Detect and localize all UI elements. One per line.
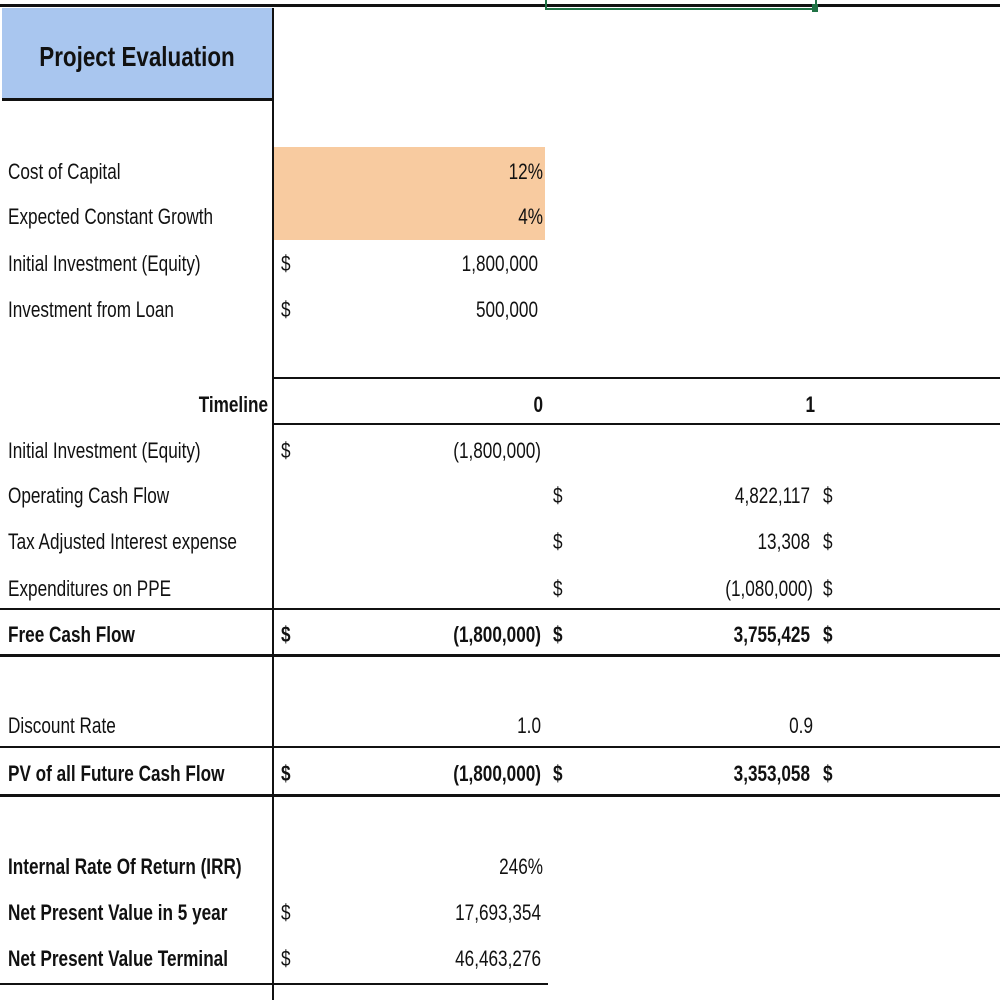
row-currency-b-interest: $ [553, 529, 563, 554]
row-label-interest[interactable]: Tax Adjusted Interest expense [8, 529, 237, 554]
input-value-growth[interactable]: 4% [518, 204, 543, 229]
fcf-currency-c: $ [823, 622, 833, 647]
pv-currency-b: $ [553, 761, 563, 786]
result-value-npv5[interactable]: 17,693,354 [455, 900, 541, 925]
row-label-ppe[interactable]: Expenditures on PPE [8, 576, 172, 601]
pv-bottom-border [0, 794, 1000, 797]
result-value-npv-terminal[interactable]: 46,463,276 [455, 946, 541, 971]
fcf-bottom-border [0, 654, 1000, 657]
fcf-label[interactable]: Free Cash Flow [8, 622, 135, 647]
row-currency-c-ppe: $ [823, 576, 833, 601]
row-currency-c-operating: $ [823, 483, 833, 508]
row-currency-a-equity: $ [281, 438, 291, 463]
row-currency-b-operating: $ [553, 483, 563, 508]
row-val1-interest[interactable]: 13,308 [757, 529, 810, 554]
fill-handle[interactable] [812, 4, 818, 12]
input-value-loan[interactable]: 500,000 [475, 297, 538, 322]
timeline-top-border [272, 377, 1000, 379]
timeline-col-0: 0 [533, 392, 543, 417]
input-label-loan[interactable]: Investment from Loan [8, 297, 174, 322]
pv-label[interactable]: PV of all Future Cash Flow [8, 761, 225, 786]
page-title: Project Evaluation [39, 41, 235, 72]
fcf-currency-a: $ [281, 622, 291, 647]
selected-cell-outline[interactable] [545, 0, 817, 10]
fcf-val0[interactable]: (1,800,000) [453, 622, 541, 647]
pv-top-border [0, 746, 1000, 748]
pv-val0[interactable]: (1,800,000) [453, 761, 541, 786]
fcf-val1[interactable]: 3,755,425 [733, 622, 810, 647]
row-val1-ppe[interactable]: (1,080,000) [725, 576, 813, 601]
timeline-col-1: 1 [805, 392, 815, 417]
discount-val1[interactable]: 0.9 [789, 713, 813, 738]
results-bottom-border [0, 983, 548, 985]
row-currency-b-ppe: $ [553, 576, 563, 601]
result-currency-npv-terminal: $ [281, 946, 291, 971]
pv-currency-a: $ [281, 761, 291, 786]
result-label-npv-terminal[interactable]: Net Present Value Terminal [8, 946, 228, 971]
input-label-growth[interactable]: Expected Constant Growth [8, 204, 214, 229]
input-currency-equity: $ [281, 251, 291, 276]
input-value-equity[interactable]: 1,800,000 [461, 251, 538, 276]
timeline-label: Timeline [198, 392, 268, 417]
row-label-equity[interactable]: Initial Investment (Equity) [8, 438, 201, 463]
discount-val0[interactable]: 1.0 [517, 713, 541, 738]
top-border [0, 4, 1000, 7]
fcf-top-border [0, 608, 1000, 610]
result-currency-npv5: $ [281, 900, 291, 925]
result-label-npv5[interactable]: Net Present Value in 5 year [8, 900, 228, 925]
result-value-irr[interactable]: 246% [499, 854, 543, 879]
pv-val1[interactable]: 3,353,058 [733, 761, 810, 786]
row-label-operating[interactable]: Operating Cash Flow [8, 483, 170, 508]
row-currency-c-interest: $ [823, 529, 833, 554]
input-label-equity[interactable]: Initial Investment (Equity) [8, 251, 201, 276]
title-cell[interactable] [2, 8, 272, 101]
result-label-irr[interactable]: Internal Rate Of Return (IRR) [8, 854, 242, 879]
row-val1-operating[interactable]: 4,822,117 [734, 483, 810, 508]
timeline-bottom-border [272, 423, 1000, 425]
row-val0-equity[interactable]: (1,800,000) [453, 438, 541, 463]
fcf-currency-b: $ [553, 622, 563, 647]
pv-currency-c: $ [823, 761, 833, 786]
discount-label[interactable]: Discount Rate [8, 713, 116, 738]
input-label-cost-of-capital[interactable]: Cost of Capital [8, 159, 121, 184]
input-value-cost-of-capital[interactable]: 12% [508, 159, 543, 184]
input-currency-loan: $ [281, 297, 291, 322]
